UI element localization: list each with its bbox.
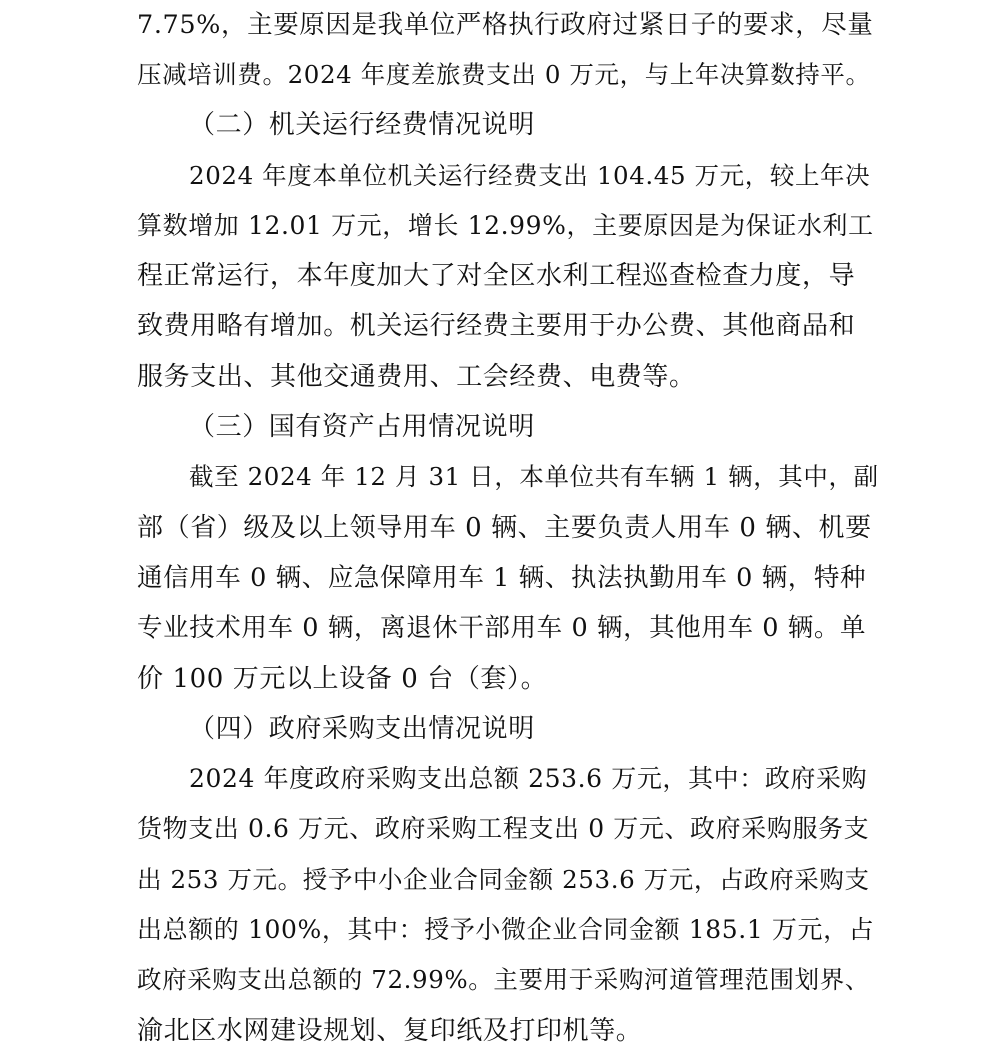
paragraph-line: 算数增加 12.01 万元，增长 12.99%，主要原因是为保证水利工 xyxy=(137,210,874,240)
paragraph-line: 程正常运行，本年度加大了对全区水利工程巡查检查力度，导 xyxy=(137,261,856,292)
section-heading: （四）政府采购支出情况说明 xyxy=(189,713,535,744)
paragraph-line: 压减培训费。2024 年度差旅费支出 0 万元，与上年决算数持平。 xyxy=(137,60,871,89)
section-heading: （三）国有资产占用情况说明 xyxy=(189,412,535,443)
paragraph-line: 2024 年度政府采购支出总额 253.6 万元，其中：政府采购 xyxy=(189,764,868,794)
paragraph-line: 价 100 万元以上设备 0 台（套）。 xyxy=(137,663,548,694)
paragraph-line: 出总额的 100%，其中：授予小微企业合同金额 185.1 万元，占 xyxy=(137,915,875,945)
paragraph-line: 政府采购支出总额的 72.99%。主要用于采购河道管理范围划界、 xyxy=(137,965,870,995)
paragraph-line: 货物支出 0.6 万元、政府采购工程支出 0 万元、政府采购服务支 xyxy=(137,814,870,844)
paragraph-line: 出 253 万元。授予中小企业合同金额 253.6 万元，占政府采购支 xyxy=(137,864,870,894)
paragraph-line: 渝北区水网建设规划、复印纸及打印机等。 xyxy=(137,1015,643,1046)
paragraph-line: 7.75%，主要原因是我单位严格执行政府过紧日子的要求，尽量 xyxy=(137,10,874,40)
paragraph-line: 通信用车 0 辆、应急保障用车 1 辆、执法执勤用车 0 辆，特种 xyxy=(137,562,867,593)
paragraph-line: 服务支出、其他交通费用、工会经费、电费等。 xyxy=(137,361,696,392)
paragraph-line: 致费用略有增加。机关运行经费主要用于办公费、其他商品和 xyxy=(137,311,856,342)
section-heading: （二）机关运行经费情况说明 xyxy=(189,110,535,141)
paragraph-line: 专业技术用车 0 辆，离退休干部用车 0 辆，其他用车 0 辆。单 xyxy=(137,613,867,644)
paragraph-line: 截至 2024 年 12 月 31 日，本单位共有车辆 1 辆，其中，副 xyxy=(189,462,879,492)
paragraph-line: 2024 年度本单位机关运行经费支出 104.45 万元，较上年决 xyxy=(189,160,871,190)
paragraph-line: 部（省）级及以上领导用车 0 辆、主要负责人用车 0 辆、机要 xyxy=(137,512,872,543)
document-page xyxy=(137,0,877,1056)
